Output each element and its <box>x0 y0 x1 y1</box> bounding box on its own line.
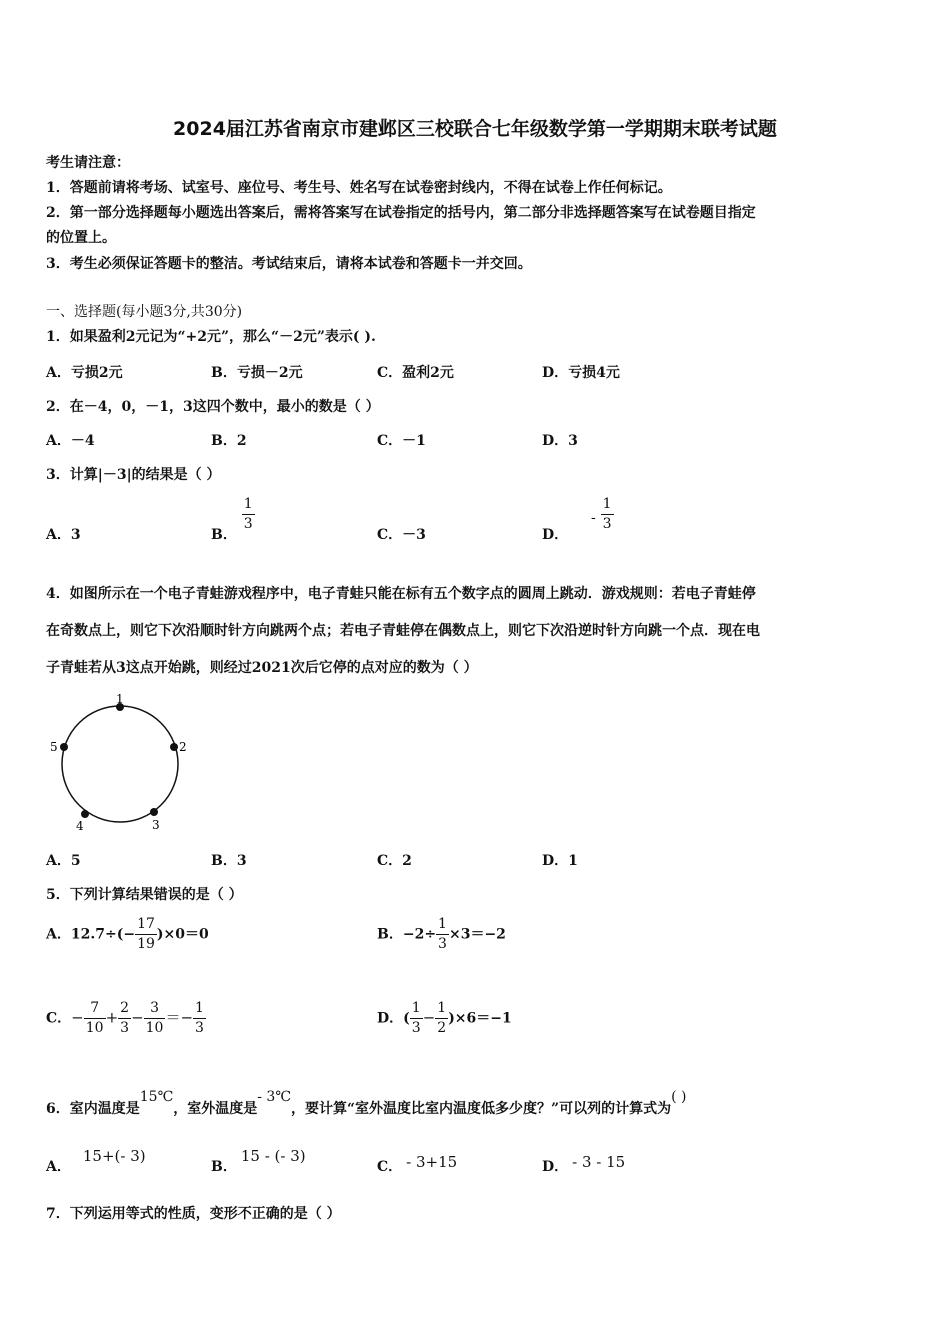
point-label: 5 <box>50 740 58 754</box>
fraction: $\frac{1}{3}$ <box>243 496 253 532</box>
q3-option-b: B． $\frac{1}{3}$ <box>211 496 253 543</box>
q4-stem-line: 4．如图所示在一个电子青蛙游戏程序中，电子青蛙只能在标有五个数字点的圆周上跳动．游戏规则：若电子青蛙停 <box>46 586 756 602</box>
q2-option-c: C．－1 <box>377 433 426 449</box>
point-3 <box>150 808 158 816</box>
q1-option-c: C．盈利2元 <box>377 365 454 381</box>
q1-option-b: B．亏损－2元 <box>211 365 303 381</box>
q6-option-b: B．15 - (- 3) <box>211 1147 306 1175</box>
q3-option-a: A．3 <box>46 527 81 543</box>
circle-track <box>62 706 178 822</box>
notice-heading: 考生请注意： <box>46 155 130 171</box>
point-label: 2 <box>179 740 187 754</box>
notice-item: 2．第一部分选择题每小题选出答案后，需将答案写在试卷指定的括号内，第二部分非选择题答案写在试卷题目指定 <box>46 205 756 221</box>
q2-option-d: D．3 <box>542 433 578 449</box>
q3-option-c: C．－3 <box>377 527 426 543</box>
q1-option-d: D．亏损4元 <box>542 365 620 381</box>
point-5 <box>60 743 68 751</box>
q5-stem: 5．下列计算结果错误的是（ ） <box>46 887 243 903</box>
q5-option-b: B．−2÷ $\frac{1}{3}$ ×3＝−2 <box>377 916 506 952</box>
fraction: $\frac{17}{19}$ <box>137 916 155 952</box>
fraction: $\frac{1}{3}$ <box>438 916 447 952</box>
page-title: 2024届江苏省南京市建邺区三校联合七年级数学第一学期期末联考试题 <box>173 118 777 140</box>
fraction: $\frac{1}{3}$ <box>602 496 612 532</box>
q4-stem-line: 在奇数点上，则它下次沿顺时针方向跳两个点；若电子青蛙停在偶数点上，则它下次沿逆时针方向跳一个点．现在电 <box>46 623 760 639</box>
notice-item: 3．考生必须保证答题卡的整洁。考试结束后，请将本试卷和答题卡一并交回。 <box>46 256 532 272</box>
fraction: $\frac{1}{2}$ <box>437 1000 447 1036</box>
point-label: 3 <box>152 818 160 832</box>
frog-circle-diagram <box>44 690 194 835</box>
fraction: $\frac{1}{3}$ <box>411 1000 421 1036</box>
q1-stem: 1．如果盈利2元记为“+2元”，那么“－2元”表示( ). <box>46 329 376 345</box>
q1-option-a: A．亏损2元 <box>46 365 123 381</box>
fraction: $\frac{2}{3}$ <box>120 1000 130 1036</box>
q3-stem: 3．计算|－3|的结果是（ ） <box>46 467 221 483</box>
q2-option-b: B．2 <box>211 433 247 449</box>
q4-option-c: C．2 <box>377 853 412 869</box>
q6-option-a: A．15+(- 3) <box>46 1147 146 1175</box>
fraction: $\frac{3}{10}$ <box>145 1000 164 1036</box>
point-label: 1 <box>116 692 124 706</box>
fraction: $\frac{1}{3}$ <box>195 1000 204 1036</box>
q2-stem: 2．在－4，0，－1，3这四个数中，最小的数是（ ） <box>46 399 380 415</box>
q5-option-a: A．12.7÷(− $\frac{17}{19}$ )×0＝0 <box>46 916 209 952</box>
notice-item: 的位置上。 <box>46 230 116 246</box>
q5-option-d: D．( $\frac{1}{3}$ − $\frac{1}{2}$ )×6＝−1 <box>377 1000 512 1036</box>
q6-option-d: D． - 3 - 15 <box>542 1153 626 1175</box>
q5-option-c: C．− $\frac{7}{10}$ + $\frac{2}{3}$ − $\frac{3}{10}$ ＝− $\frac{1}{3}$ <box>46 1000 204 1036</box>
point-4 <box>81 810 89 818</box>
notice-item: 1．答题前请将考场、试室号、座位号、考生号、姓名写在试卷密封线内，不得在试卷上作任何标记。 <box>46 180 672 196</box>
q4-option-d: D．1 <box>542 853 578 869</box>
q6-option-c: C． - 3+15 <box>377 1153 458 1175</box>
point-label: 4 <box>76 819 84 833</box>
q4-stem-line: 子青蛙若从3这点开始跳，则经过2021次后它停的点对应的数为（ ） <box>46 660 478 676</box>
q6-stem: 6．室内温度是15℃，室外温度是- 3℃，要计算“室外温度比室内温度低多少度？”可以列的计算式为( ) <box>46 1089 687 1117</box>
section-heading: 一、选择题(每小题3分,共30分) <box>46 304 243 320</box>
q2-option-a: A．－4 <box>46 433 95 449</box>
q3-option-d: D． - $\frac{1}{3}$ <box>542 496 612 543</box>
fraction: $\frac{7}{10}$ <box>85 1000 104 1036</box>
q4-option-b: B．3 <box>211 853 247 869</box>
q7-stem: 7．下列运用等式的性质，变形不正确的是（ ） <box>46 1206 341 1222</box>
point-2 <box>170 743 178 751</box>
q4-option-a: A．5 <box>46 853 81 869</box>
